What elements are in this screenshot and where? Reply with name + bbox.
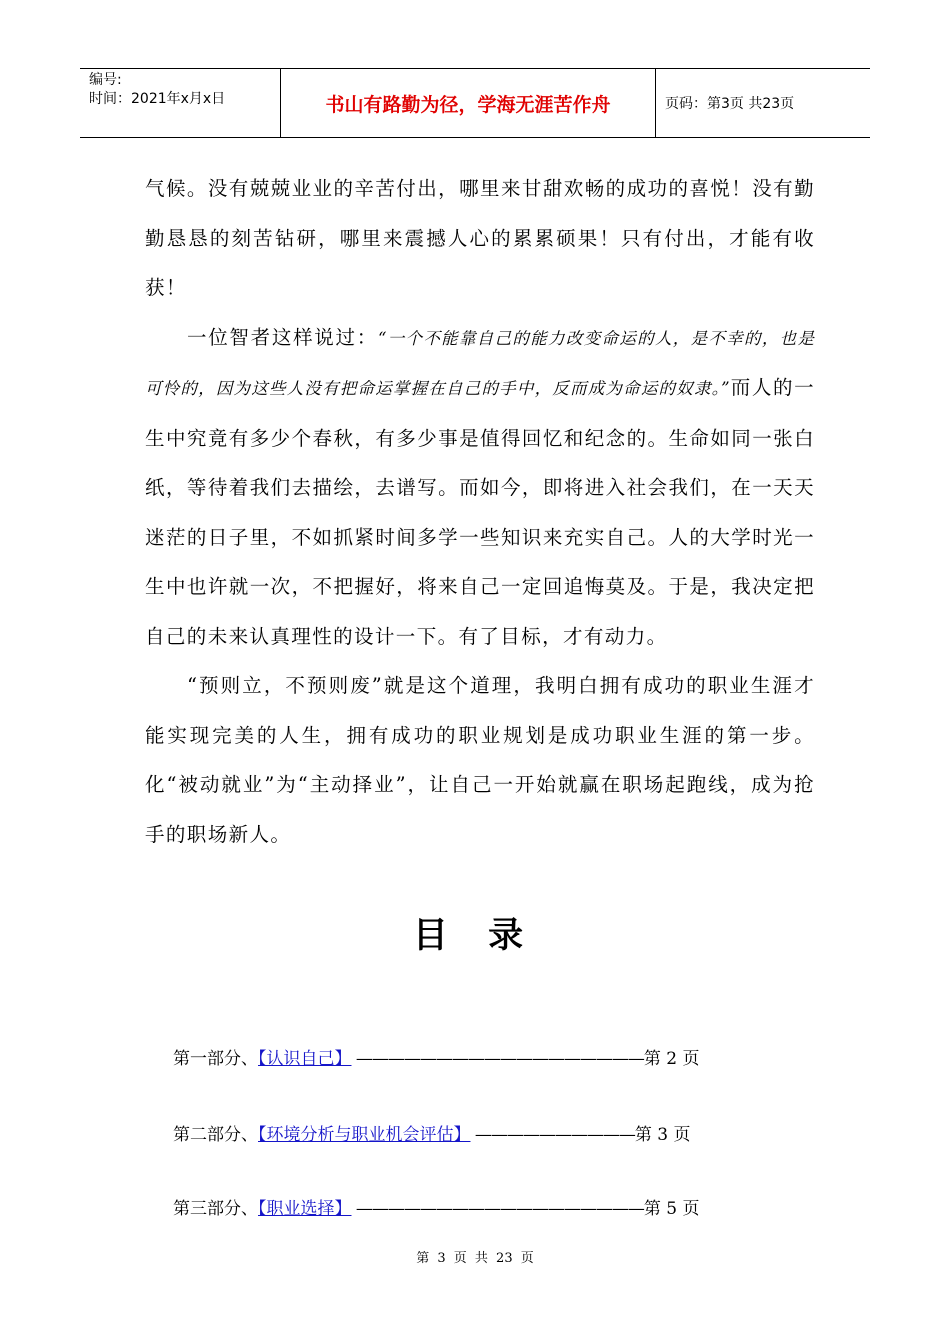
paragraph-2-rest: 而人的一生中究竟有多少个春秋，有多少事是值得回忆和纪念的。生命如同一张白纸，等待着我们去描绘，去谱写。而如今，即将进入社会我们，在一天天迷茫的日子里，不如抓紧时间多学一些知识来充实自己。人的大学时光一生中也许就一次，不把握好，将来自己一定回追悔莫及。于是，我决定把自己的未来认真理性的设计一下。有了目标，才有动力。 [145, 376, 815, 648]
header-meta [80, 69, 280, 137]
toc-title: 目 录 [412, 916, 538, 956]
toc-part-label: 第二部分、 [173, 1125, 258, 1145]
header-motto: 书山有路勤为径，学海无涯苦作舟 [280, 69, 656, 137]
toc-link-environment-analysis[interactable]: 【环境分析与职业机会评估】 [258, 1125, 471, 1145]
toc-leader: —————————————————— [351, 1049, 644, 1069]
toc-item [173, 1194, 700, 1219]
toc-page-number: 第 5 页 [643, 1199, 700, 1219]
toc-link-career-choice[interactable]: 【职业选择】 [258, 1199, 352, 1219]
paragraph-2-intro: 一位智者这样说过： [187, 325, 378, 349]
toc-page-number: 第 2 页 [643, 1049, 700, 1069]
header-time-label: 时间：2021年x月x日 [89, 91, 226, 107]
paragraph-1: 气候。没有兢兢业业的辛苦付出，哪里来甘甜欢畅的成功的喜悦！没有勤勤恳恳的刻苦钻研，哪里来震撼人心的累累硕果！只有付出，才能有收获！ [145, 177, 815, 299]
paragraph-3: “预则立，不预则废”就是这个道理，我明白拥有成功的职业生涯才能实现完美的人生，拥有成功的职业规划是成功职业生涯的第一步。化“被动就业”为“主动择业”，让自己一开始就赢在职场起跑线，成为抢手的职场新人。 [145, 674, 815, 846]
wise-man-quote: “一个不能靠自己的能力改变命运的人，是不幸的，也是可怜的，因为这些人没有把命运掌握在自己的手中，反而成为命运的奴隶。” [145, 328, 815, 398]
document-body [145, 164, 815, 859]
toc-item [173, 1120, 691, 1145]
toc-leader: —————————————————— [351, 1199, 644, 1219]
toc-item [173, 1044, 700, 1069]
page-footer: 第 3 页 共 23 页 [416, 1251, 534, 1266]
toc-part-label: 第一部分、 [173, 1049, 258, 1069]
toc-link-self-knowledge[interactable]: 【认识自己】 [258, 1049, 352, 1069]
header-number-label: 编号: [89, 72, 122, 88]
toc-leader: —————————— [470, 1125, 635, 1145]
toc-part-label: 第三部分、 [173, 1199, 258, 1219]
page-header [80, 68, 870, 138]
paragraph-2 [145, 313, 815, 662]
toc-page-number: 第 3 页 [634, 1125, 691, 1145]
header-page-info: 页码：第3页 共23页 [665, 96, 795, 112]
